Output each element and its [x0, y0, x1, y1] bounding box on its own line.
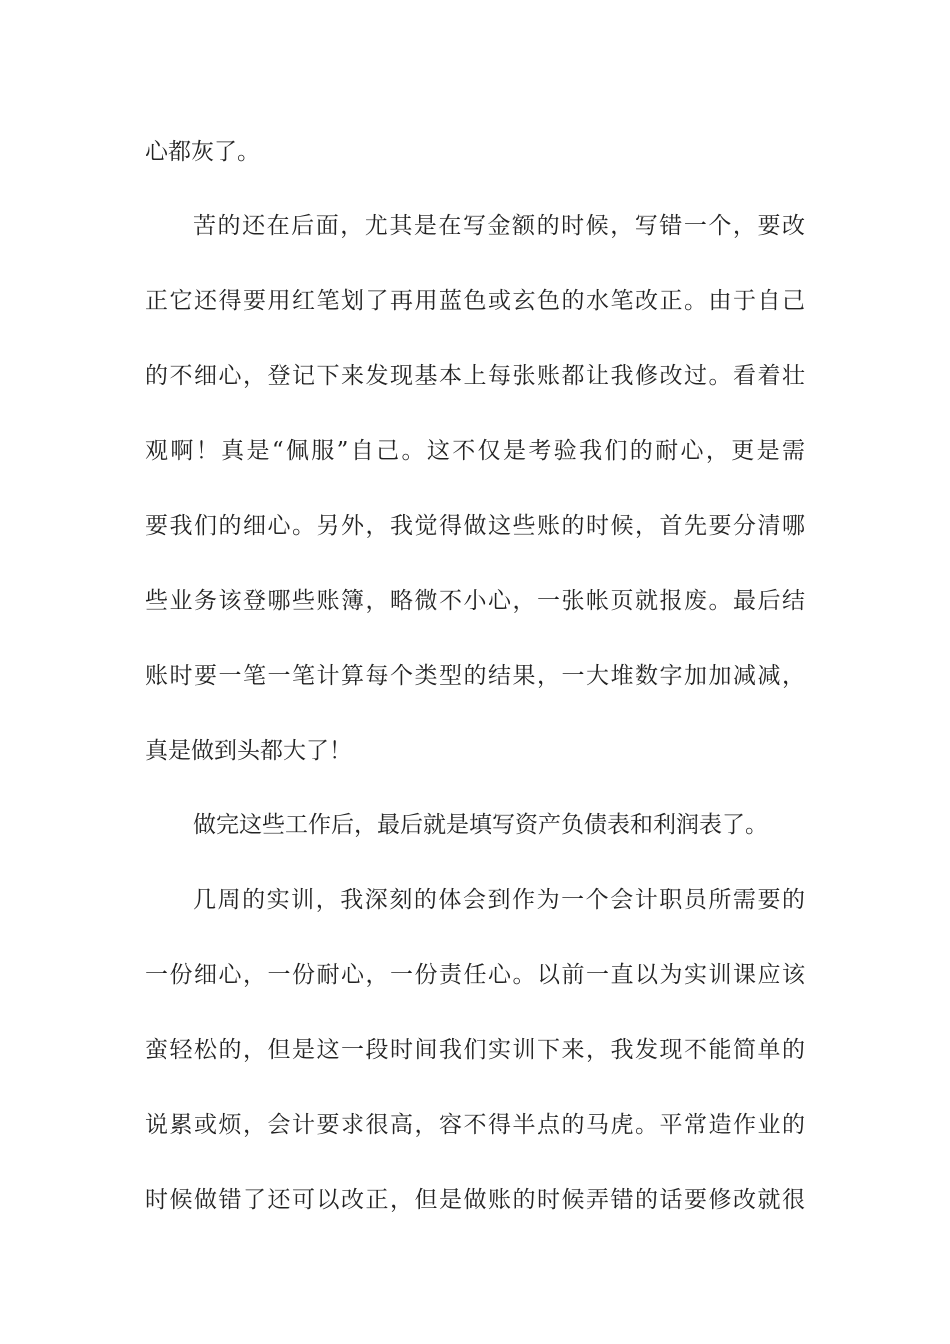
paragraph-first-line: 做完这些工作后，最后就是填写资产负债表和利润表了。	[193, 812, 768, 838]
text-line: 正它还得要用红笔划了再用蓝色或玄色的水笔改正。由于自己	[145, 288, 805, 314]
paragraph-first-line: 苦的还在后面，尤其是在写金额的时候，写错一个，要改	[193, 213, 805, 239]
text-line: 说累或烦，会计要求很高，容不得半点的马虎。平常造作业的	[145, 1112, 805, 1138]
text-line: 要我们的细心。另外，我觉得做这些账的时候，首先要分清哪	[145, 513, 805, 539]
text-line: 账时要一笔一笔计算每个类型的结果，一大堆数字加加减减，	[145, 663, 805, 689]
text-line: 真是做到头都大了！	[145, 738, 352, 764]
text-line: 心都灰了。	[145, 139, 260, 165]
text-line: 时候做错了还可以改正，但是做账的时候弄错的话要修改就很	[145, 1187, 805, 1213]
text-line: 一份细心，一份耐心，一份责任心。以前一直以为实训课应该	[145, 962, 805, 988]
text-line: 些业务该登哪些账簿，略微不小心，一张帐页就报废。最后结	[145, 588, 805, 614]
text-line: 观啊！真是“佩服”自己。这不仅是考验我们的耐心，更是需	[145, 438, 805, 464]
paragraph-first-line: 几周的实训，我深刻的体会到作为一个会计职员所需要的	[193, 887, 805, 913]
text-line: 蛮轻松的，但是这一段时间我们实训下来，我发现不能简单的	[145, 1037, 805, 1063]
text-line: 的不细心，登记下来发现基本上每张账都让我修改过。看着壮	[145, 363, 805, 389]
